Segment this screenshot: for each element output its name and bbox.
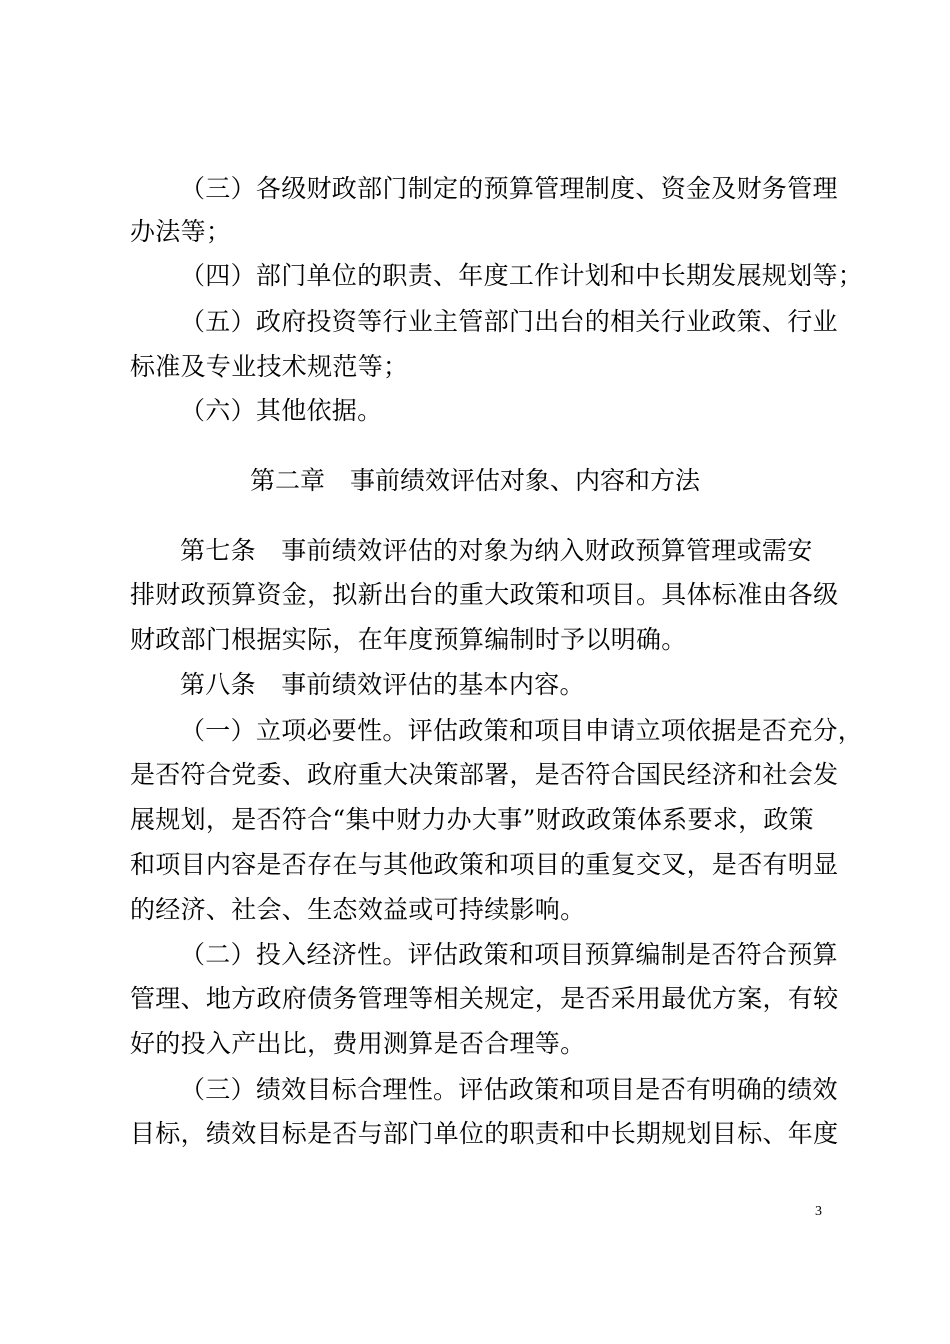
paragraph-line: （二）投入经济性。评估政策和项目预算编制是否符合预算 [180,940,838,969]
paragraph-line: 好的投入产出比，费用测算是否合理等。 [130,1029,586,1058]
paragraph-line: 的经济、社会、生态效益或可持续影响。 [130,895,586,924]
paragraph-line: 排财政预算资金，拟新出台的重大政策和项目。具体标准由各级 [130,580,839,609]
chapter-heading: 第二章 事前绩效评估对象、内容和方法 [249,466,700,495]
paragraph-line: 是否符合党委、政府重大决策部署，是否符合国民经济和社会发 [130,760,839,789]
paragraph-line: 管理、地方政府债务管理等相关规定，是否采用最优方案，有较 [130,984,839,1013]
paragraph-line: （一）立项必要性。评估政策和项目申请立项依据是否充分， [180,716,864,745]
paragraph-line: 第七条 事前绩效评估的对象为纳入财政预算管理或需安 [180,536,813,565]
paragraph-line: （六）其他依据。 [180,396,383,425]
paragraph-line: 财政部门根据实际，在年度预算编制时予以明确。 [130,625,687,654]
paragraph-line: （三）各级财政部门制定的预算管理制度、资金及财务管理 [180,174,838,203]
paragraph-line: 和项目内容是否存在与其他政策和项目的重复交叉，是否有明显 [130,850,839,879]
page-number: 3 [815,1204,822,1219]
paragraph-line: （四）部门单位的职责、年度工作计划和中长期发展规划等； [180,261,864,290]
paragraph-line: 标准及专业技术规范等； [130,352,409,381]
paragraph-line: （五）政府投资等行业主管部门出台的相关行业政策、行业 [180,307,838,336]
paragraph-line: （三）绩效目标合理性。评估政策和项目是否有明确的绩效 [180,1075,838,1104]
paragraph-line: 第八条 事前绩效评估的基本内容。 [180,670,585,699]
paragraph-line: 办法等； [130,217,232,246]
paragraph-line: 展规划，是否符合“集中财力办大事”财政政策体系要求，政策 [130,805,814,834]
paragraph-line: 目标，绩效目标是否与部门单位的职责和中长期规划目标、年度 [130,1119,839,1148]
